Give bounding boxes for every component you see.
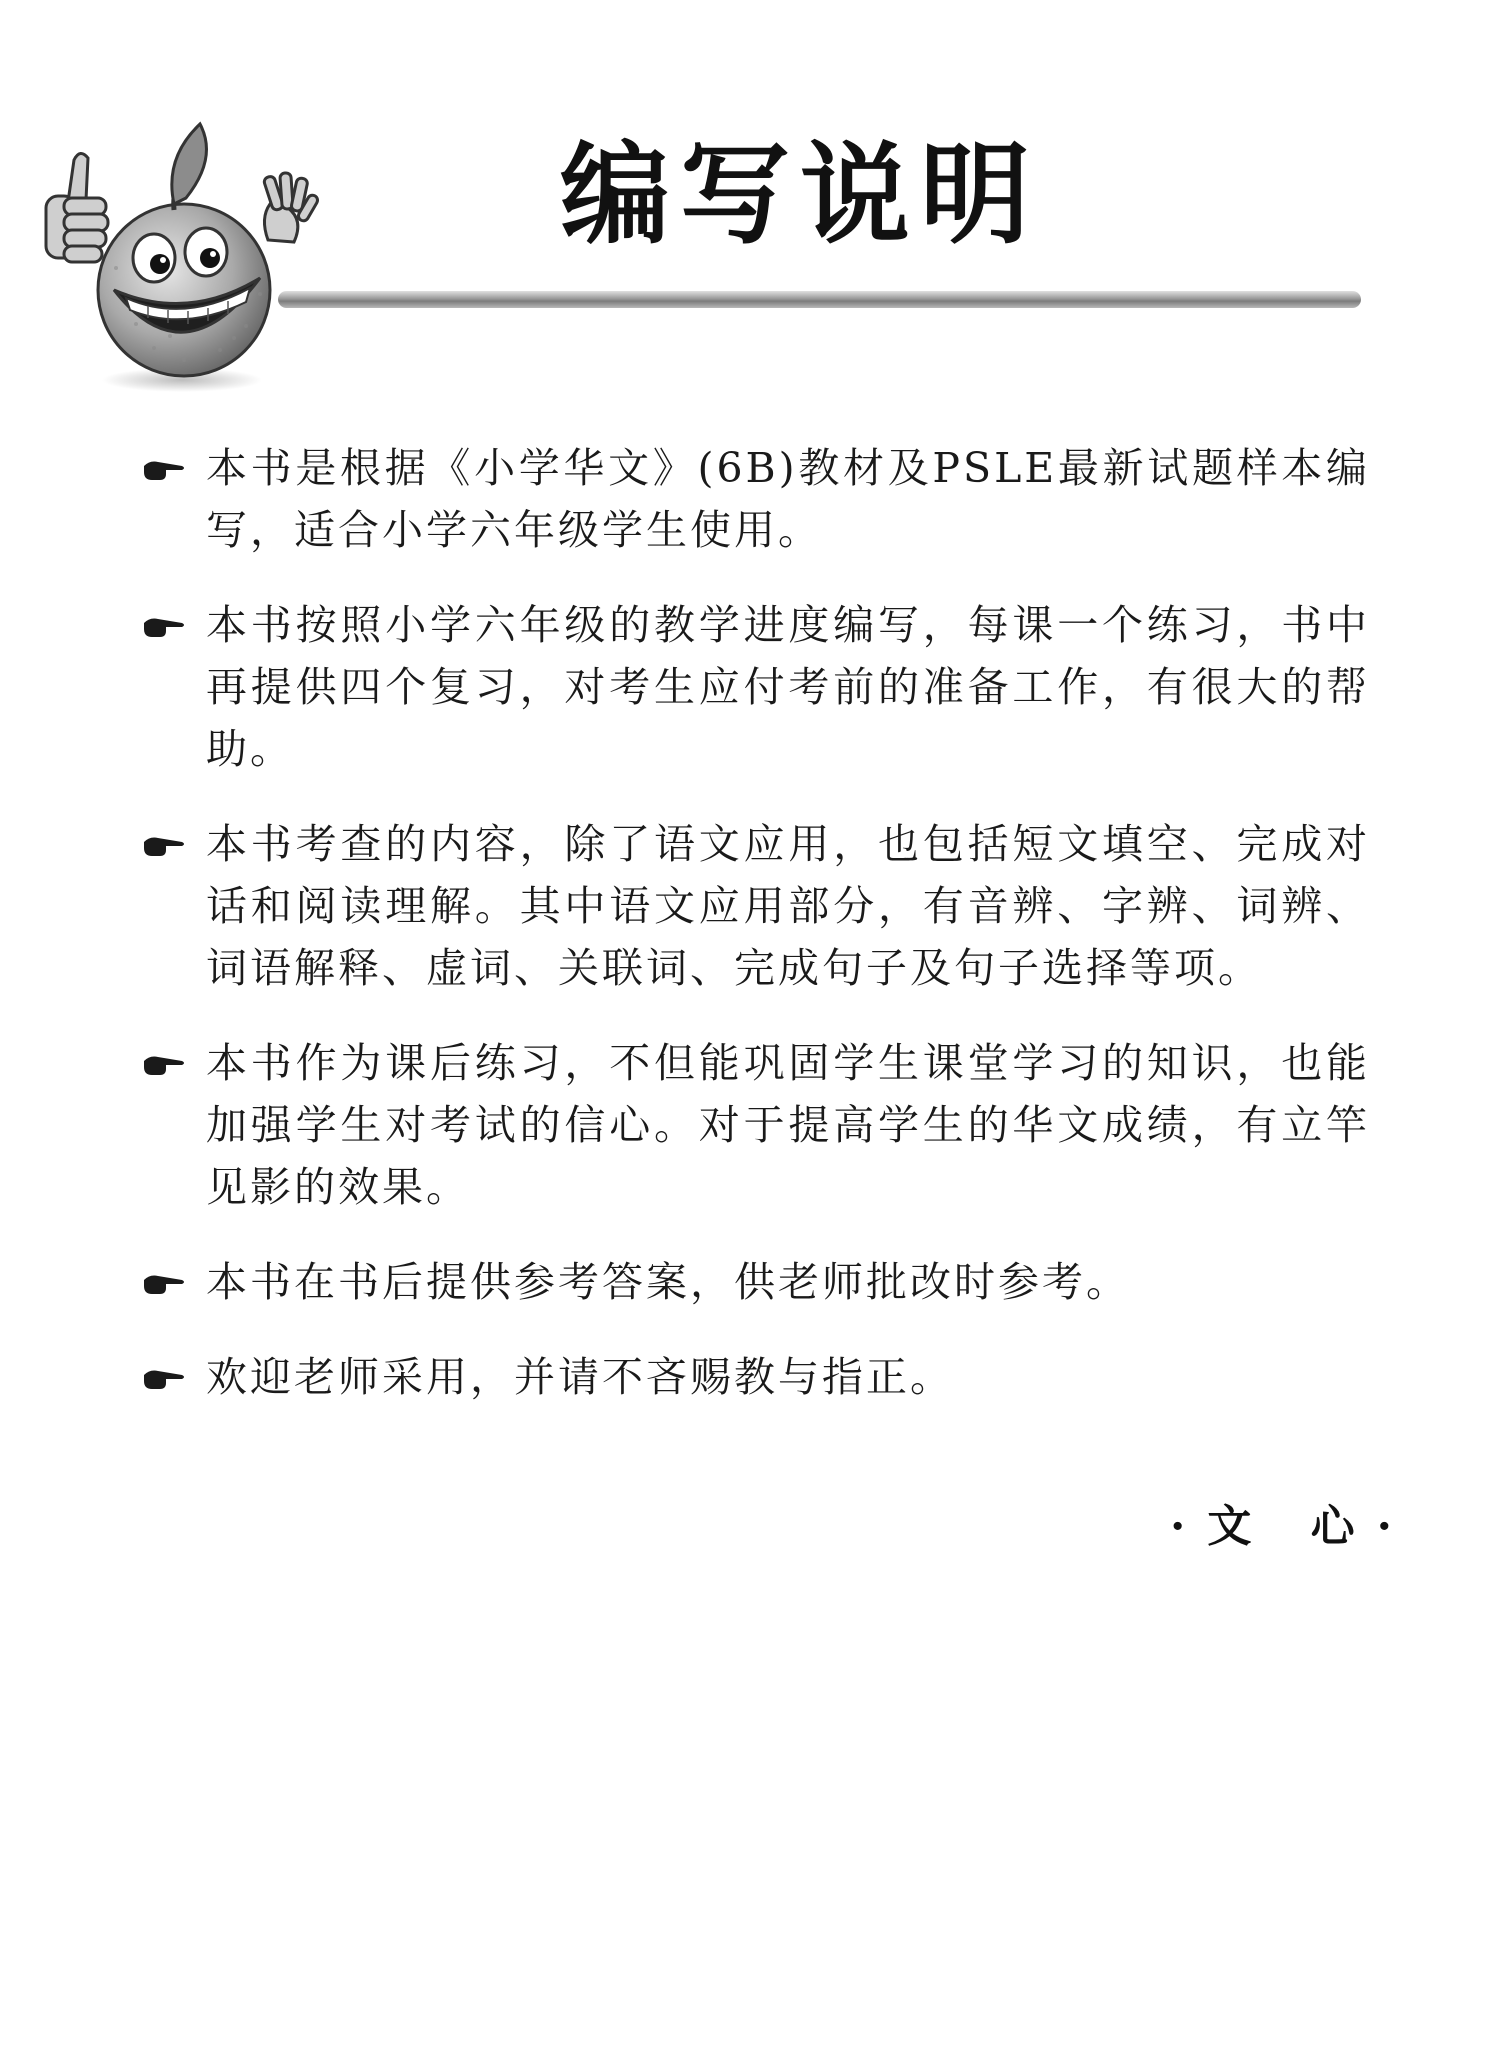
pointing-hand-icon	[142, 613, 186, 639]
pointing-hand-icon	[142, 832, 186, 858]
note-item	[140, 1032, 1370, 1218]
note-item	[140, 437, 1370, 561]
title-underline-bar	[278, 291, 1361, 308]
pointing-hand-icon	[142, 1270, 186, 1296]
note-item	[140, 813, 1370, 999]
page-title: 编写说明	[560, 131, 1040, 259]
note-text: 本书按照小学六年级的教学进度编写，每课一个练习，书中再提供四个复习，对考生应付考前的准备工作，有很大的帮助。	[206, 601, 1370, 773]
author-signature: ·文 心·	[1170, 1501, 1414, 1552]
pointing-hand-icon	[142, 1365, 186, 1391]
smiling-fruit-mascot-icon	[24, 118, 324, 403]
pointing-hand-icon	[142, 456, 186, 482]
note-text: 本书考查的内容，除了语文应用，也包括短文填空、完成对话和阅读理解。其中语文应用部分，有音辨、字辨、词辨、词语解释、虚词、关联词、完成句子及句子选择等项。	[206, 820, 1370, 992]
note-item	[140, 1346, 1370, 1408]
note-text: 本书作为课后练习，不但能巩固学生课堂学习的知识，也能加强学生对考试的信心。对于提高学生的华文成绩，有立竿见影的效果。	[206, 1039, 1370, 1211]
pointing-hand-icon	[142, 1051, 186, 1077]
notes-list	[140, 437, 1370, 1441]
note-item	[140, 594, 1370, 780]
note-item	[140, 1251, 1370, 1313]
note-text: 本书在书后提供参考答案，供老师批改时参考。	[206, 1258, 1130, 1306]
note-text: 本书是根据《小学华文》(6B)教材及PSLE最新试题样本编写，适合小学六年级学生使用。	[206, 444, 1370, 554]
note-text: 欢迎老师采用，并请不吝赐教与指正。	[206, 1353, 954, 1401]
